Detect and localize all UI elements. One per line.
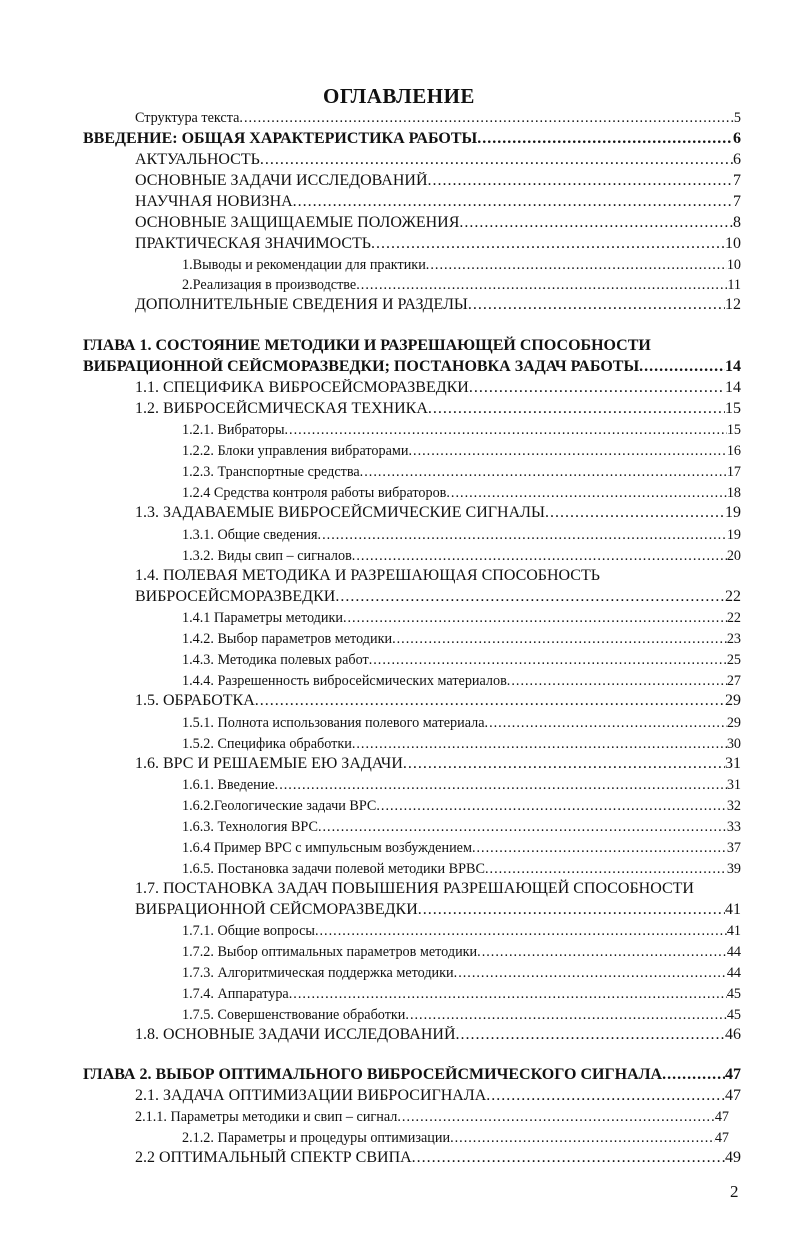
toc-entry[interactable]	[135, 504, 741, 522]
toc-entry[interactable]	[182, 443, 741, 460]
toc-entry-page: 29	[726, 715, 741, 731]
toc-leader	[275, 777, 727, 794]
toc-entry[interactable]	[83, 130, 741, 148]
toc-entry[interactable]	[135, 901, 741, 919]
toc-leader	[392, 631, 727, 648]
toc-leader	[376, 798, 726, 815]
toc-entry-text: 1.2.2. Блоки управления вибраторами	[182, 443, 409, 459]
toc-entry-text: 1.5.1. Полнота использования полевого материала	[182, 715, 485, 731]
toc-leader	[343, 610, 727, 627]
toc-entry[interactable]	[182, 464, 741, 481]
toc-entry[interactable]	[83, 358, 741, 376]
toc-entry-page: 16	[726, 443, 741, 459]
toc-entry-page: 45	[726, 1007, 741, 1023]
toc-entry[interactable]	[135, 692, 741, 710]
toc-entry-text: 1.7.4. Аппаратура	[182, 986, 289, 1002]
toc-entry-page: 47	[725, 1066, 741, 1083]
toc-entry-page: 15	[725, 400, 741, 417]
toc-leader	[485, 861, 727, 878]
page-number: 2	[730, 1182, 739, 1201]
toc-entry[interactable]	[182, 1130, 729, 1147]
toc-entry-page: 31	[726, 777, 741, 793]
toc-leader	[315, 923, 727, 940]
toc-entry-page: 17	[726, 464, 741, 480]
toc-entry[interactable]	[182, 631, 741, 648]
toc-entry-page: 27	[726, 673, 741, 689]
toc-leader	[477, 130, 733, 148]
toc-entry[interactable]	[135, 193, 741, 211]
toc-entry[interactable]	[135, 110, 741, 127]
toc-entry-page: 29	[725, 692, 741, 709]
toc-entry-page: 44	[726, 944, 741, 960]
toc-leader	[446, 485, 726, 502]
toc-entry-text: 2.1.2. Параметры и процедуры оптимизации	[182, 1130, 451, 1146]
toc-entry-text: ОСНОВНЫЕ ЗАЩИЩАЕМЫЕ ПОЛОЖЕНИЯ	[135, 214, 460, 231]
toc-leader	[356, 277, 727, 294]
toc-leader	[405, 1007, 726, 1024]
toc-entry[interactable]	[182, 1007, 741, 1024]
toc-entry[interactable]	[182, 923, 741, 940]
toc-leader	[468, 296, 725, 314]
toc-entry[interactable]	[182, 610, 741, 627]
toc-leader	[318, 819, 727, 836]
toc-entry[interactable]	[135, 588, 741, 606]
toc-entry[interactable]	[182, 485, 741, 502]
toc-entry-page: 7	[733, 172, 741, 189]
toc-entry-page: 20	[726, 548, 741, 564]
toc-leader	[428, 400, 725, 418]
toc-entry-page: 41	[725, 901, 741, 918]
toc-entry-text: 1.3. ЗАДАВАЕМЫЕ ВИБРОСЕЙСМИЧЕСКИЕ СИГНАЛЫ	[135, 504, 545, 521]
toc-leader	[459, 214, 733, 232]
toc-entry[interactable]	[182, 819, 741, 836]
toc-entry-page: 33	[726, 819, 741, 835]
toc-entry-text: 1.4.3. Методика полевых работ	[182, 652, 369, 668]
toc-entry-page: 14	[725, 379, 741, 396]
toc-entry-text: АКТУАЛЬНОСТЬ	[135, 151, 260, 168]
toc-leader	[456, 1026, 725, 1044]
toc-leader	[255, 692, 725, 710]
toc-entry-text: ПРАКТИЧЕСКАЯ ЗНАЧИМОСТЬ	[135, 235, 371, 252]
toc-entry-text: 1.3.1. Общие сведения	[182, 527, 318, 543]
toc-entry-text: 1.8. ОСНОВНЫЕ ЗАДАЧИ ИССЛЕДОВАНИЙ	[135, 1026, 456, 1043]
toc-section-heading[interactable]: 1.4. ПОЛЕВАЯ МЕТОДИКА И РАЗРЕШАЮЩАЯ СПОСОБНОСТЬ	[135, 567, 600, 584]
toc-entry-page: 7	[733, 193, 741, 210]
toc-entry-page: 18	[726, 485, 741, 501]
toc-entry[interactable]	[135, 755, 741, 773]
toc-entry-text: 1.1. СПЕЦИФИКА ВИБРОСЕЙСМОРАЗВЕДКИ	[135, 379, 469, 396]
toc-leader	[662, 1066, 725, 1084]
toc-entry[interactable]	[135, 1109, 729, 1126]
toc-entry[interactable]	[135, 235, 741, 253]
toc-leader	[369, 652, 727, 669]
toc-entry-page: 47	[714, 1109, 729, 1125]
toc-entry-page: 19	[725, 504, 741, 521]
toc-entry-page: 49	[725, 1149, 741, 1166]
toc-leader	[545, 504, 725, 522]
toc-leader	[397, 1109, 714, 1126]
toc-entry-text: 1.7.2. Выбор оптимальных параметров методики	[182, 944, 478, 960]
toc-entry[interactable]	[83, 1066, 741, 1084]
toc-entry-text: 1.2. ВИБРОСЕЙСМИЧЕСКАЯ ТЕХНИКА	[135, 400, 428, 417]
toc-entry-page: 30	[726, 736, 741, 752]
toc-leader	[239, 110, 734, 127]
toc-entry-page: 32	[726, 798, 741, 814]
toc-leader	[472, 840, 727, 857]
toc-entry[interactable]	[135, 151, 741, 169]
toc-entry-page: 19	[726, 527, 741, 543]
toc-entry-text: 1.6.1. Введение	[182, 777, 275, 793]
toc-entry-text: 1.5.2. Специфика обработки	[182, 736, 352, 752]
toc-leader	[477, 944, 727, 961]
toc-entry[interactable]	[182, 777, 741, 794]
toc-entry-text: 1.7.3. Алгоритмическая поддержка методики	[182, 965, 454, 981]
toc-entry[interactable]	[135, 172, 741, 190]
toc-entry[interactable]	[182, 798, 741, 815]
toc-leader	[454, 965, 727, 982]
toc-leader	[486, 1087, 725, 1105]
toc-entry-text: 1.7.5. Совершенствование обработки	[182, 1007, 406, 1023]
toc-leader	[352, 736, 727, 753]
toc-entry-page: 22	[726, 610, 741, 626]
toc-entry[interactable]	[182, 422, 741, 439]
toc-entry[interactable]	[182, 736, 741, 753]
toc-entry-page: 11	[727, 277, 741, 293]
toc-entry-text: ВИБРАЦИОННОЙ СЕЙСМОРАЗВЕДКИ	[135, 901, 418, 918]
toc-entry[interactable]	[182, 527, 741, 544]
toc-leader	[335, 588, 725, 606]
toc-entry-page: 45	[726, 986, 741, 1002]
toc-entry[interactable]	[135, 379, 741, 397]
toc-leader	[412, 1149, 725, 1167]
toc-entry-page: 25	[726, 652, 741, 668]
toc-entry[interactable]	[182, 257, 741, 274]
toc-entry-page: 41	[726, 923, 741, 939]
toc-leader	[403, 755, 725, 773]
toc-entry-text: 2.1.1. Параметры методики и свип – сигнал	[135, 1109, 398, 1125]
toc-leader	[293, 193, 733, 211]
toc-entry[interactable]	[182, 840, 741, 857]
toc-leader	[260, 151, 733, 169]
toc-entry-text: 1.6.2.Геологические задачи ВРС	[182, 798, 377, 814]
toc-entry[interactable]	[182, 277, 741, 294]
toc-entry-text: ОСНОВНЫЕ ЗАДАЧИ ИССЛЕДОВАНИЙ	[135, 172, 428, 189]
toc-leader	[428, 172, 733, 190]
toc-entry[interactable]	[135, 1087, 741, 1105]
toc-entry[interactable]	[182, 652, 741, 669]
toc-leader	[639, 358, 725, 376]
toc-entry[interactable]	[182, 673, 741, 690]
toc-entry-text: 1.6. ВРС И РЕШАЕМЫЕ ЕЮ ЗАДАЧИ	[135, 755, 403, 772]
toc-entry-text: ВИБРОСЕЙСМОРАЗВЕДКИ	[135, 588, 336, 605]
toc-entry-page: 31	[725, 755, 741, 772]
toc-title: ОГЛАВЛЕНИЕ	[323, 84, 475, 108]
toc-leader	[469, 379, 725, 397]
toc-leader	[371, 235, 725, 253]
toc-entry-page: 23	[726, 631, 741, 647]
toc-leader	[485, 715, 727, 732]
toc-entry-text: 1.4.2. Выбор параметров методики	[182, 631, 393, 647]
toc-entry[interactable]	[135, 214, 741, 232]
toc-entry-page: 12	[725, 296, 741, 313]
toc-leader	[450, 1130, 715, 1147]
toc-chapter-heading[interactable]: ГЛАВА 1. СОСТОЯНИЕ МЕТОДИКИ И РАЗРЕШАЮЩЕЙ СПОСОБНОСТИ	[83, 337, 651, 354]
toc-entry-page: 39	[726, 861, 741, 877]
toc-entry-text: ВИБРАЦИОННОЙ СЕЙСМОРАЗВЕДКИ; ПОСТАНОВКА ЗАДАЧ РАБОТЫ	[83, 358, 640, 375]
toc-entry[interactable]	[135, 1026, 741, 1044]
toc-section-heading[interactable]: 1.7. ПОСТАНОВКА ЗАДАЧ ПОВЫШЕНИЯ РАЗРЕШАЮЩЕЙ СПОСОБНОСТИ	[135, 880, 694, 897]
toc-leader	[289, 986, 727, 1003]
toc-entry-page: 47	[725, 1087, 741, 1104]
toc-entry[interactable]	[182, 965, 741, 982]
toc-entry[interactable]	[182, 944, 741, 961]
toc-entry-text: 1.6.4 Пример ВРС с импульсным возбуждением	[182, 840, 472, 856]
toc-entry-text: 1.2.4 Средства контроля работы вибраторов	[182, 485, 447, 501]
toc-leader	[507, 673, 727, 690]
toc-entry-page: 37	[726, 840, 741, 856]
toc-entry-page: 10	[726, 257, 741, 273]
toc-entry-text: Структура текста	[135, 110, 240, 126]
toc-entry[interactable]	[182, 986, 741, 1003]
toc-entry-text: 1.Выводы и рекомендации для практики	[182, 257, 426, 273]
toc-entry[interactable]	[182, 548, 741, 565]
toc-entry-page: 14	[725, 358, 741, 375]
toc-entry-text: 1.7.1. Общие вопросы	[182, 923, 315, 939]
toc-entry-page: 8	[733, 214, 741, 231]
toc-entry-text: 1.6.3. Технология ВРС	[182, 819, 318, 835]
toc-entry-page: 5	[733, 110, 741, 126]
toc-entry-text: 1.2.1. Вибраторы	[182, 422, 285, 438]
toc-entry-text: 2.1. ЗАДАЧА ОПТИМИЗАЦИИ ВИБРОСИГНАЛА	[135, 1087, 487, 1104]
toc-entry-text: 1.4.4. Разрешенность вибросейсмических материалов	[182, 673, 507, 689]
toc-entry-page: 22	[725, 588, 741, 605]
toc-entry-page: 44	[726, 965, 741, 981]
toc-entry[interactable]	[135, 1149, 741, 1167]
toc-entry-text: 1.5. ОБРАБОТКА	[135, 692, 255, 709]
toc-entry[interactable]	[135, 296, 741, 314]
toc-leader	[426, 257, 727, 274]
toc-entry-text: 1.4.1 Параметры методики	[182, 610, 343, 626]
toc-entry[interactable]	[135, 400, 741, 418]
toc-leader	[318, 527, 727, 544]
toc-leader	[418, 901, 725, 919]
toc-entry-text: ДОПОЛНИТЕЛЬНЫЕ СВЕДЕНИЯ И РАЗДЕЛЫ	[135, 296, 468, 313]
toc-entry-text: ВВЕДЕНИЕ: ОБЩАЯ ХАРАКТЕРИСТИКА РАБОТЫ	[83, 130, 478, 147]
toc-entry-page: 10	[725, 235, 741, 252]
toc-entry-text: 1.2.3. Транспортные средства	[182, 464, 360, 480]
toc-entry-page: 6	[733, 151, 741, 168]
toc-entry[interactable]	[182, 715, 741, 732]
toc-entry-text: 1.6.5. Постановка задачи полевой методики ВРВС	[182, 861, 485, 877]
toc-entry-page: 46	[725, 1026, 741, 1043]
toc-entry-text: 2.2 ОПТИМАЛЬНЫЙ СПЕКТР СВИПА	[135, 1149, 412, 1166]
toc-entry-text: 1.3.2. Виды свип – сигналов	[182, 548, 352, 564]
toc-entry-page: 47	[714, 1130, 729, 1146]
toc-leader	[352, 548, 727, 565]
toc-entry-text: НАУЧНАЯ НОВИЗНА	[135, 193, 293, 210]
toc-entry-page: 15	[726, 422, 741, 438]
toc-entry[interactable]	[182, 861, 741, 878]
toc-leader	[408, 443, 726, 460]
toc-entry-text: ГЛАВА 2. ВЫБОР ОПТИМАЛЬНОГО ВИБРОСЕЙСМИЧЕСКОГО СИГНАЛА	[83, 1066, 663, 1083]
toc-entry-page: 6	[733, 130, 741, 147]
toc-leader	[360, 464, 727, 481]
toc-leader	[285, 422, 727, 439]
toc-entry-text: 2.Реализация в производстве	[182, 277, 357, 293]
